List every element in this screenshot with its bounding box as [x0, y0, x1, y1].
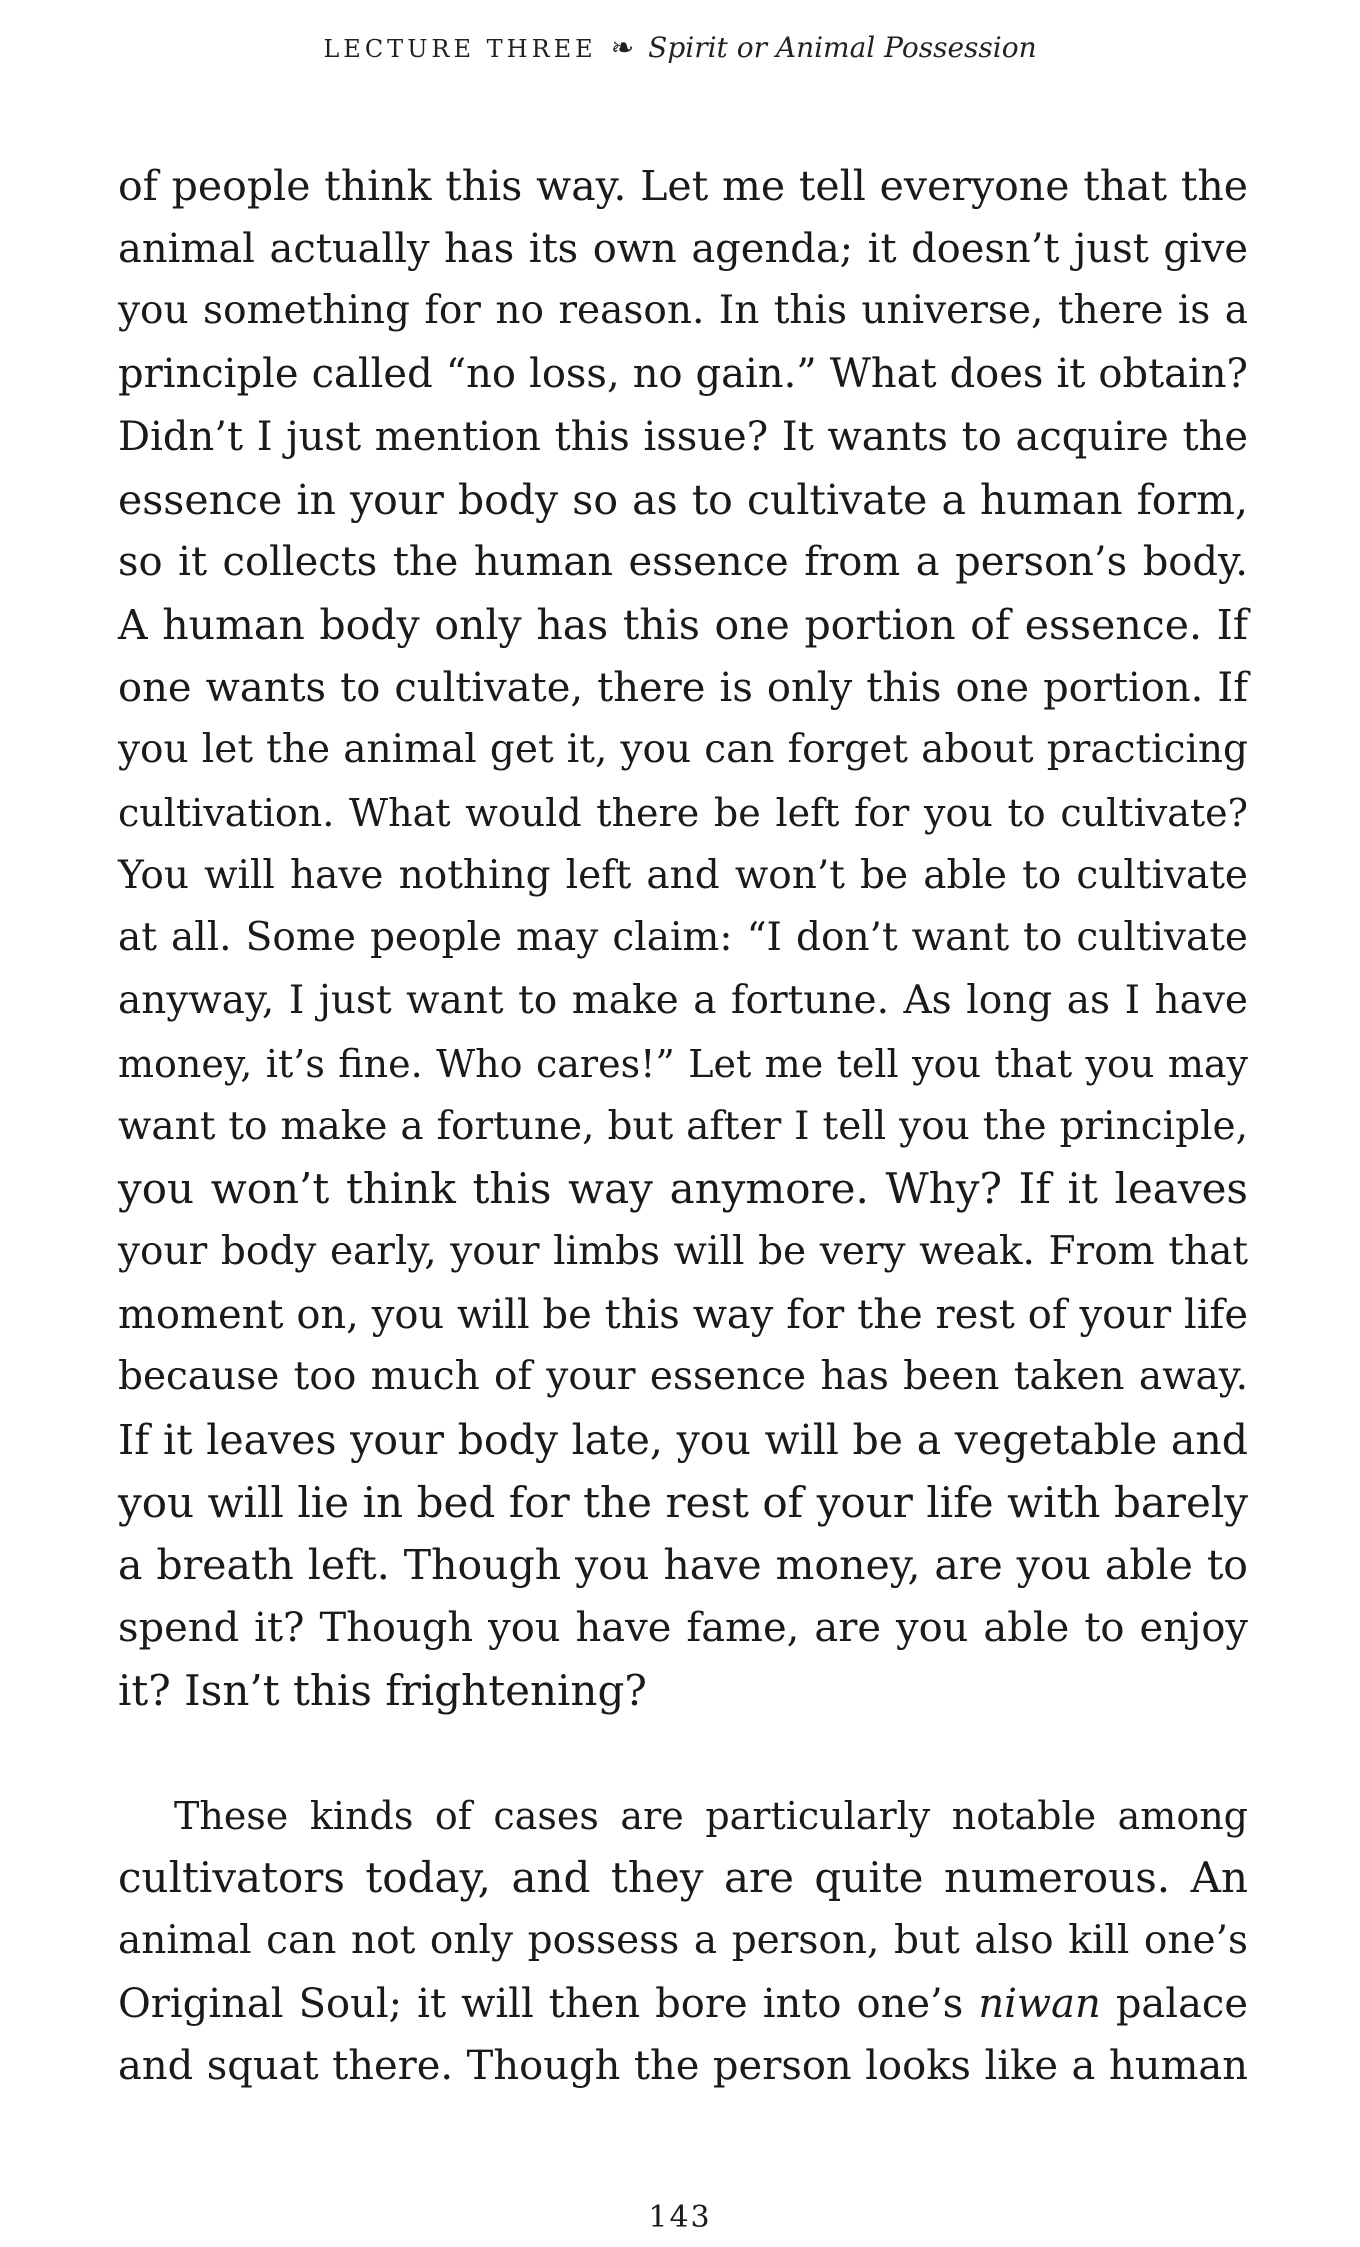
text-segment: palace: [1100, 1980, 1248, 2027]
text-line: [118, 1973, 1248, 2036]
text-line: If it leaves your body late, you will be a vegetable and: [118, 1416, 1248, 1465]
text-line: it? Isn’t this frightening?: [118, 1665, 647, 1715]
text-line: animal can not only possess a person, but also kill one’s: [118, 1917, 1248, 1963]
text-line: you something for no reason. In this universe, there is a: [118, 288, 1248, 334]
text-line: animal actually has its own agenda; it doesn’t just give: [118, 225, 1248, 272]
text-line: cultivation. What would there be left for you to cultivate?: [118, 791, 1248, 836]
text-line: you will lie in bed for the rest of your life with barely: [118, 1477, 1248, 1527]
section-title: Spirit or Animal Possession: [648, 31, 1037, 64]
text-line: want to make a fortune, but after I tell you the principle,: [118, 1103, 1248, 1149]
text-line: at all. Some people may claim: “I don’t want to cultivate: [118, 915, 1248, 961]
fleuron-ornament-icon: ❧: [610, 31, 635, 64]
text-line: anyway, I just want to make a fortune. As long as I have: [118, 978, 1248, 1024]
text-line: and squat there. Though the person looks like a human: [118, 2043, 1248, 2090]
text-line: A human body only has this one portion of essence. If: [118, 600, 1248, 649]
text-line: because too much of your essence has been taken away.: [118, 1354, 1248, 1400]
paragraph-1: [118, 155, 1248, 1723]
text-line: moment on, you will be this way for the rest of your life: [118, 1291, 1248, 1338]
text-line: money, it’s fine. Who cares!” Let me tell you that you may: [118, 1041, 1248, 1086]
text-line: of people think this way. Let me tell everyone that the: [118, 162, 1248, 210]
running-header: [0, 28, 1360, 69]
text-line: principle called “no loss, no gain.” What does it obtain?: [118, 351, 1248, 398]
text-line: a breath left. Though you have money, are you able to: [118, 1541, 1248, 1590]
text-line: You will have nothing left and won’t be able to cultivate: [118, 852, 1248, 898]
page-number: 143: [648, 2200, 712, 2235]
text-line: spend it? Though you have fame, are you able to enjoy: [118, 1605, 1248, 1652]
text-line: These kinds of cases are particularly notable among: [174, 1793, 1248, 1838]
text-line: Didn’t I just mention this issue? It wants to acquire the: [118, 413, 1248, 460]
chapter-label: LECTURE THREE: [323, 35, 597, 63]
text-line: cultivators today, and they are quite numerous. An: [118, 1853, 1248, 1903]
text-line: your body early, your limbs will be very weak. From that: [118, 1228, 1248, 1274]
text-line: essence in your body so as to cultivate a human form,: [118, 475, 1248, 524]
body-text: [118, 155, 1248, 2098]
text-line: you let the animal get it, you can forget about practicing: [118, 727, 1248, 773]
text-segment: Original Soul; it will then bore into one’s: [118, 1980, 964, 2027]
paragraph-2: [118, 1785, 1248, 2099]
text-line: you won’t think this way anymore. Why? If it leaves: [118, 1164, 1248, 1214]
italic-term: niwan: [978, 1980, 1101, 2027]
text-line: so it collects the human essence from a person’s body.: [118, 539, 1248, 586]
text-line: one wants to cultivate, there is only this one portion. If: [118, 664, 1248, 711]
